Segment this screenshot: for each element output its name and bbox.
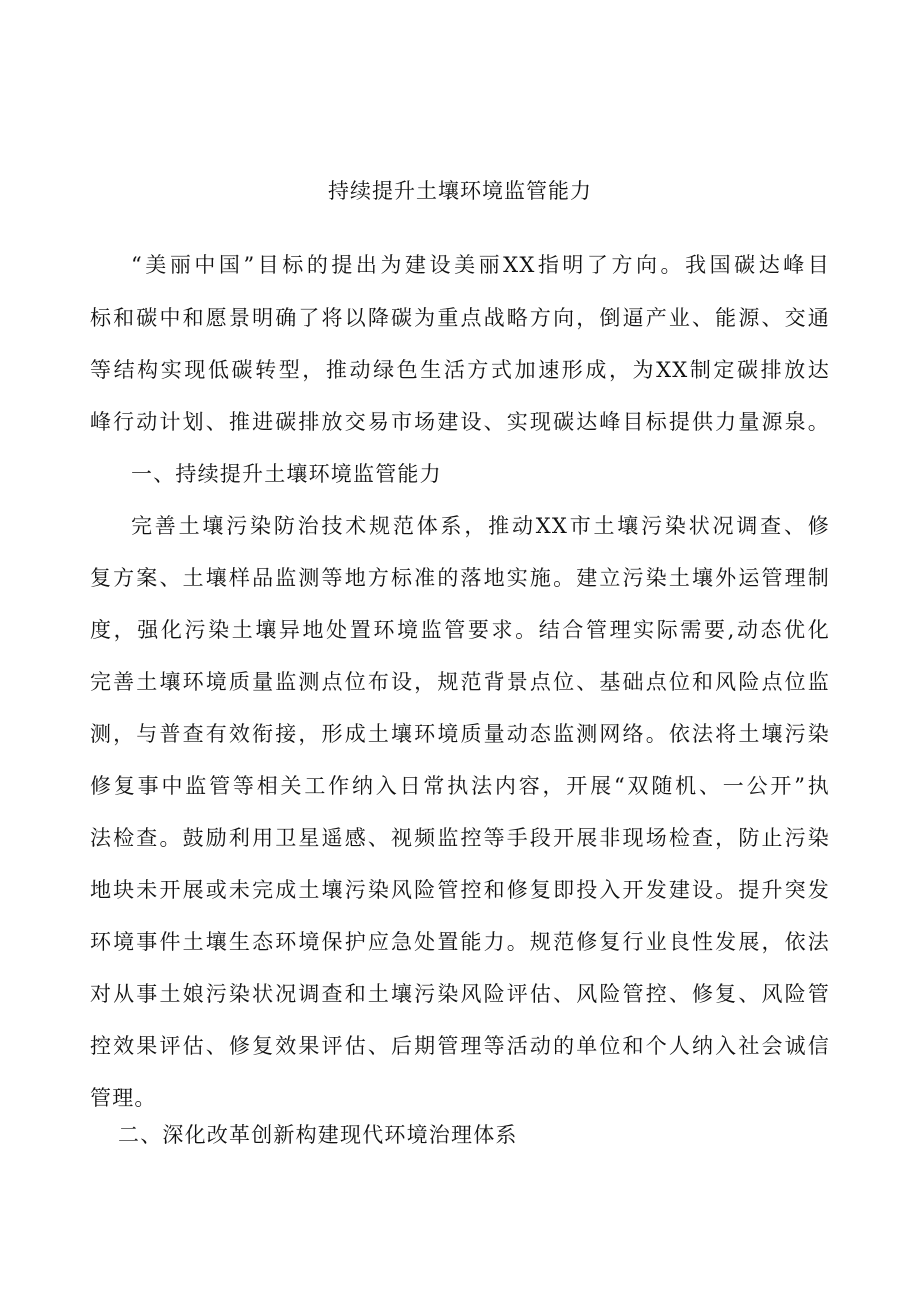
document-title: 持续提升土壤环境监管能力 [328,179,592,203]
section-1-line-2: 复方案、土壤样品监测等地方标准的落地实施。建立污染土壤外运管理制 [90,566,830,590]
section-1-line-7: 法检查。鼓励利用卫星遥感、视频监控等手段开展非现场检查，防止污染 [90,826,830,850]
section-1-line-8: 地块未开展或未完成土壤污染风险管控和修复即投入开发建设。提升突发 [90,878,830,902]
section-1-heading: 一、持续提升土壤环境监管能力 [131,462,442,486]
intro-line-2: 标和碳中和愿景明确了将以降碳为重点战略方向，倒逼产业、能源、交通 [90,306,830,330]
section-1-line-11: 控效果评估、修复效果评估、后期管理等活动的单位和个人纳入社会诚信 [90,1034,830,1058]
section-2-heading: 二、深化改革创新构建现代环境治理体系 [118,1123,518,1147]
section-1-line-1: 完善土壤污染防治技术规范体系，推动XX市土壤污染状况调查、修 [131,514,830,538]
section-1-line-12: 管理。 [90,1086,157,1110]
intro-line-4: 峰行动计划、推进碳排放交易市场建设、实现碳达峰目标提供力量源泉。 [90,410,830,434]
section-1-line-10: 对从事土娘污染状况调查和土壤污染风险评估、风险管控、修复、风险管 [90,982,830,1006]
section-1-line-4: 完善土壤环境质量监测点位布设，规范背景点位、基础点位和风险点位监 [90,670,830,694]
intro-line-1: “美丽中国”目标的提出为建设美丽XX指明了方向。我国碳达峰目 [131,253,830,277]
intro-line-3: 等结构实现低碳转型，推动绿色生活方式加速形成，为XX制定碳排放达 [90,358,830,382]
section-1-line-9: 环境事件土壤生态环境保护应急处置能力。规范修复行业良性发展，依法 [90,930,830,954]
section-1-line-5: 测，与普查有效衔接，形成土壤环境质量动态监测网络。依法将土壤污染 [90,722,830,746]
section-1-line-6: 修复事中监管等相关工作纳入日常执法内容，开展“双随机、一公开”执 [90,774,830,798]
section-1-line-3: 度，强化污染土壤异地处置环境监管要求。结合管理实际需要,动态优化 [90,618,830,642]
